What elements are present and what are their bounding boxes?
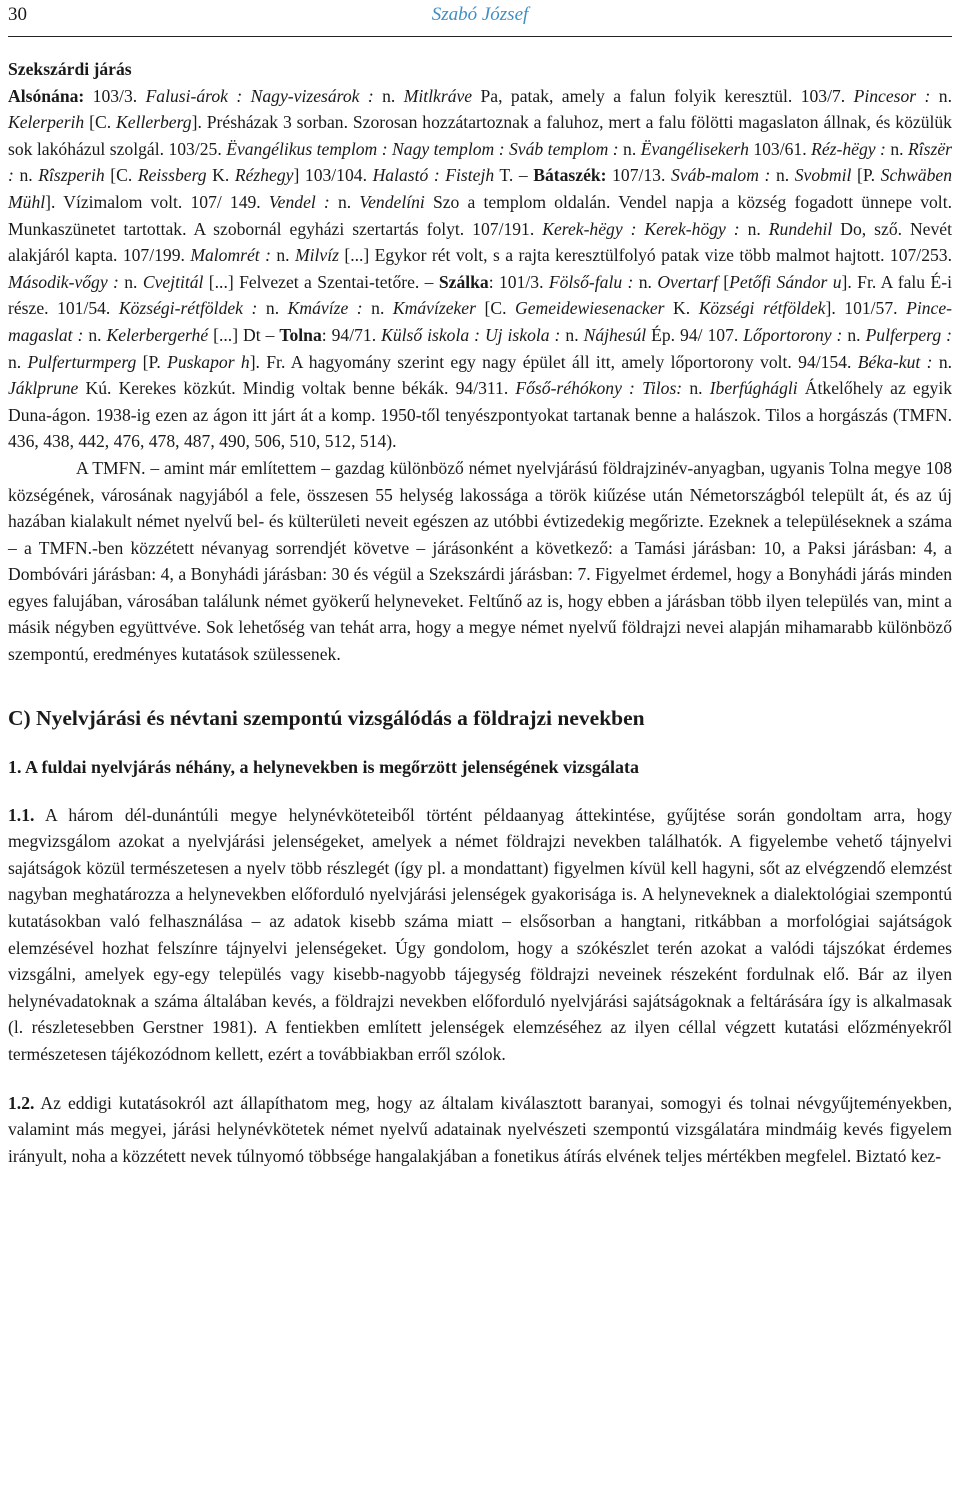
text-run: : 101/3.	[488, 271, 549, 292]
place-name: Fölső-falu :	[548, 271, 634, 292]
place-name: Sváb-malom :	[670, 165, 771, 186]
text-run: n.	[83, 324, 107, 345]
place-name: Reissberg	[137, 165, 207, 186]
place-name: Jáklprune	[8, 378, 79, 399]
text-run: n.	[257, 298, 288, 319]
text-run: n.	[329, 191, 360, 212]
text-run: ]. Présházak 3 sorban. Szorosan hozzátartoznak a faluhoz, mert a falu fölötti magaslaton állnak, és közülük sok lakóházul szolgál. 103/25.	[8, 112, 952, 159]
place-name: Külső iskola : Uj iskola :	[381, 324, 561, 345]
text-run: Pa, patak, amely a falun folyik keresztül. 103/7.	[472, 85, 854, 106]
place-name: Rundehil	[768, 218, 833, 239]
place-name: Kelerperih	[8, 112, 85, 133]
page-number: 30	[8, 4, 27, 25]
paragraph-place-names	[8, 83, 952, 455]
place-name: Nájhesúl	[583, 324, 647, 345]
text-run: 103/3.	[84, 85, 146, 106]
place-name: Réz-hëgy :	[811, 138, 886, 159]
place-name: Béka-kut :	[857, 351, 933, 372]
place-name: Falusi-árok : Nagy-vizesárok :	[145, 85, 374, 106]
text-run: n.	[362, 298, 393, 319]
place-name: Vendelíni	[359, 191, 425, 212]
place-name: Svobmil	[794, 165, 852, 186]
place-name: Puskapor h	[167, 351, 250, 372]
place-name: Kelerbergerhé	[106, 324, 209, 345]
place-name: Cvejtitál	[142, 271, 204, 292]
locality-name: Alsónána:	[8, 85, 85, 106]
locality-name: Bátaszék:	[533, 165, 607, 186]
text-run: n.	[8, 351, 28, 372]
text-run: n.	[633, 271, 658, 292]
text-run: [...] Felvezet a Szentai-tetőre. –	[203, 271, 439, 292]
text-run: K.	[206, 165, 235, 186]
text-run: n.	[885, 138, 909, 159]
locality-name: Tolna	[279, 324, 322, 345]
text-run: : 94/71.	[321, 324, 382, 345]
text-run: n.	[118, 271, 143, 292]
place-name: Második-vőgy :	[8, 271, 119, 292]
paragraph-text: A három dél-dunántúli megye helynévköteteiből történt példaanyag áttekintése, gyűjtése során gondoltam arra, hogy megvizsgálom azokat a nyelvjárási jelenségeket, amelyek a német földrajzi nevekben találhatók. A figyelembe vehető tájnyelvi sajátságok közül természetesen a nyelv több részlegét (így pl. a mondattant) figyelmen kívül kell hagyni, sőt az elvégzendő elemzést nagyban meghatározza a helynevekben előforduló nyelvjárási jelenségek gyakorisága is. A helyneveknek a dialektológiai szempontú kutatásokban való felhasználása – az adatok kisebb száma miatt – elsősorban a hangtani, ritkábban a morfológiai sajátságok elemzésével hozhat felszínre tájnyelvi jelenségeket. Úgy gondolom, hogy a szókészlet terén azokat a valódi tájszókat érdemes vizsgálni, amelyek egy-egy település vagy kisebb-nagyobb tájegység földrajzi neveinek részeként fordulnak elő. Bár az ilyen helynévadatoknak a száma általában kevés, a földrajzi nevekben előforduló nyelvjárási sajátságoknak a feltárására így is alkalmasak (l. részletesebben Gerstner 1981). A fentiekben említett jelenségek elemzéséhez az ilyen céllal végzett kutatási előzményekről természetesen tájékozódnom kellett, ezért a továbbiakban erről szólok.	[8, 804, 952, 1064]
text-run: [C.	[104, 165, 138, 186]
text-run: ] 103/104.	[293, 165, 373, 186]
place-name: Pincesor :	[853, 85, 931, 106]
place-name: Mitlkráve	[403, 85, 473, 106]
text-run: K.	[664, 298, 699, 319]
running-header	[8, 2, 952, 37]
place-name: Lőportorony :	[743, 324, 843, 345]
place-name: Gemeidewiesenacker	[515, 298, 665, 319]
text-run: ]. 101/57.	[825, 298, 907, 319]
place-name: Rîszër :	[8, 138, 953, 186]
place-name: Rézhegy	[234, 165, 294, 186]
place-name: Vendel :	[268, 191, 330, 212]
text-run: Do, sző. Nevét alakjáról kapta. 107/199.	[8, 218, 952, 266]
text-run: [	[717, 271, 730, 292]
text-run: n.	[770, 165, 795, 186]
place-name: Községi-rétföldek :	[118, 298, 258, 319]
text-run: [...] Egykor rét volt, s a rajta keresztülfolyó patak vize több malmot hajtott. 107/253.	[338, 245, 952, 266]
place-name: Petőfi Sándor u	[729, 271, 842, 292]
text-run: Szo a templom oldalán. Vendel napja a község fogadott ünnepe volt. Munkaszünetet tartottak. A szobornál egyházi szertartás folyt. 107/191.	[8, 191, 952, 239]
text-run: n.	[13, 165, 39, 186]
paragraph-1-2	[8, 1090, 952, 1170]
place-name: Ëvangélikus templom : Nagy templom : Sváb templom :	[226, 138, 619, 159]
text-run: n.	[739, 218, 769, 239]
locality-name: Szálka	[438, 271, 489, 292]
paragraph-number: 1.2.	[8, 1092, 35, 1113]
place-name: Kmávízeker	[392, 298, 476, 319]
text-run: [C.	[475, 298, 516, 319]
text-run: [P.	[136, 351, 168, 372]
text-run: ]. Vízimalom volt. 107/ 149.	[45, 191, 269, 212]
chapter-heading: C) Nyelvjárási és névtani szempontú vizsgálódás a földrajzi nevekben	[8, 705, 645, 730]
place-name: Pulferperg :	[865, 324, 952, 345]
text-run: T. –	[494, 165, 534, 186]
text-run: n.	[842, 324, 866, 345]
text-run: [P.	[851, 165, 881, 186]
place-name: Milvíz	[294, 245, 339, 266]
place-name: Kellerberg	[116, 112, 192, 133]
place-name: Községi rétföldek	[698, 298, 826, 319]
paragraph-number: 1.1.	[8, 804, 35, 825]
place-name: Főső-réhókony : Tilos:	[515, 378, 683, 399]
place-name: Kmávíze :	[287, 298, 363, 319]
text-run: [C.	[84, 112, 117, 133]
text-run: n.	[682, 378, 710, 399]
section-title: Szekszárdi járás	[8, 59, 132, 79]
place-name: Rîszperih	[38, 165, 105, 186]
text-run: n.	[618, 138, 641, 159]
text-run: ]. Fr. A falu É-i része. 101/54.	[8, 271, 952, 319]
text-run: n.	[270, 245, 295, 266]
place-name: Kerek-hëgy : Kerek-högy :	[542, 218, 740, 239]
text-run: [...] Dt –	[208, 324, 280, 345]
paragraph-tmfn: A TMFN. – amint már említettem – gazdag különböző német nyelvjárású földrajzinév-anyagban, ugyanis Tolna megye 108 községének, városának nagyjából a fele, összesen 55 helység lakossága a török kiűzése után Németországból települt át, és az új hazában kialakult német nyelvű bel- és külterületi neveit egészen az utóbbi évtizedekig megőrizte. Ezeknek a településeknek a száma – a TMFN.-ben közzétett névanyag sorrendjét követve – járásonként a következő: a Tamási járásban: 10, a Paksi járásban: 4, a Dombóvári járásban: 4, a Bonyhádi járásban: 30 és végül a Szekszárdi járásban: 7. Figyelmet érdemel, hogy a Bonyhádi járás minden egyes falujában, városában találunk német gyökerű helyneveket. Feltűnő az is, hogy ebben a járásban több ilyen település van, mint a másik négyben együttvéve. Sok lehetőség van tehát arra, hogy a megye német nyelvű földrajzi nevei alapján mihamarabb különböző szempontú, eredményes kutatások szülessenek.	[8, 457, 952, 665]
place-name: Overtarf	[657, 271, 718, 292]
text-run: ]. Fr. A hagyomány szerint egy nagy épület áll itt, amely lőportorony volt. 94/154.	[249, 351, 858, 372]
text-run: Ép. 94/ 107.	[646, 324, 744, 345]
place-name: Malomrét :	[190, 245, 271, 266]
running-author: Szabó József	[431, 4, 529, 25]
place-name: Iberfúghágli	[709, 378, 798, 399]
text-run: n.	[930, 85, 953, 106]
place-name: Pince-magaslat :	[8, 298, 952, 345]
paragraph-text: Az eddigi kutatásokról azt állapíthatom meg, hogy az általam kiválasztott baranyai, somogyi és tolnai névgyűjteményekben, valamint más megyei, járási helynévkötetek német nyelvű adatainak nyelvészeti szempontú vizsgálatára mindmáig kevés figyelem irányult, noha a közzétett nevek túlnyomó többsége hangalakjában a fonetikus átírás elvének teljes mértékben megfelel. Biztató kez-	[8, 1092, 952, 1166]
text-run: n.	[932, 351, 953, 372]
text-run: Átkelőhely az egyik Duna-ágon. 1938-ig ezen az ágon itt járt át a komp. 1950-től tenyészpontyokat tartanak benne a halászok. Tilos a horgászás (TMFN. 436, 438, 442, 476, 478, 487, 490, 506, 510, 512, 514).	[8, 378, 953, 452]
place-name: Halastó : Fistejh	[372, 165, 495, 186]
text-run: 103/61.	[748, 138, 812, 159]
text-run: n.	[373, 85, 404, 106]
place-name: Schwäben Mühl	[8, 165, 952, 212]
text-run: Kú. Kerekes közkút. Mindig voltak benne békák. 94/311.	[78, 378, 516, 399]
text-run: 107/13.	[606, 165, 671, 186]
place-name: Ëvangélisekerh	[640, 138, 749, 159]
text-run: n.	[560, 324, 584, 345]
place-name: Pulferturmperg	[27, 351, 137, 372]
subchapter-heading: 1. A fuldai nyelvjárás néhány, a helynevekben is megőrzött jelenségének vizsgálata	[8, 756, 639, 777]
body-text	[8, 56, 952, 1169]
paragraph-1-1	[8, 802, 952, 1068]
